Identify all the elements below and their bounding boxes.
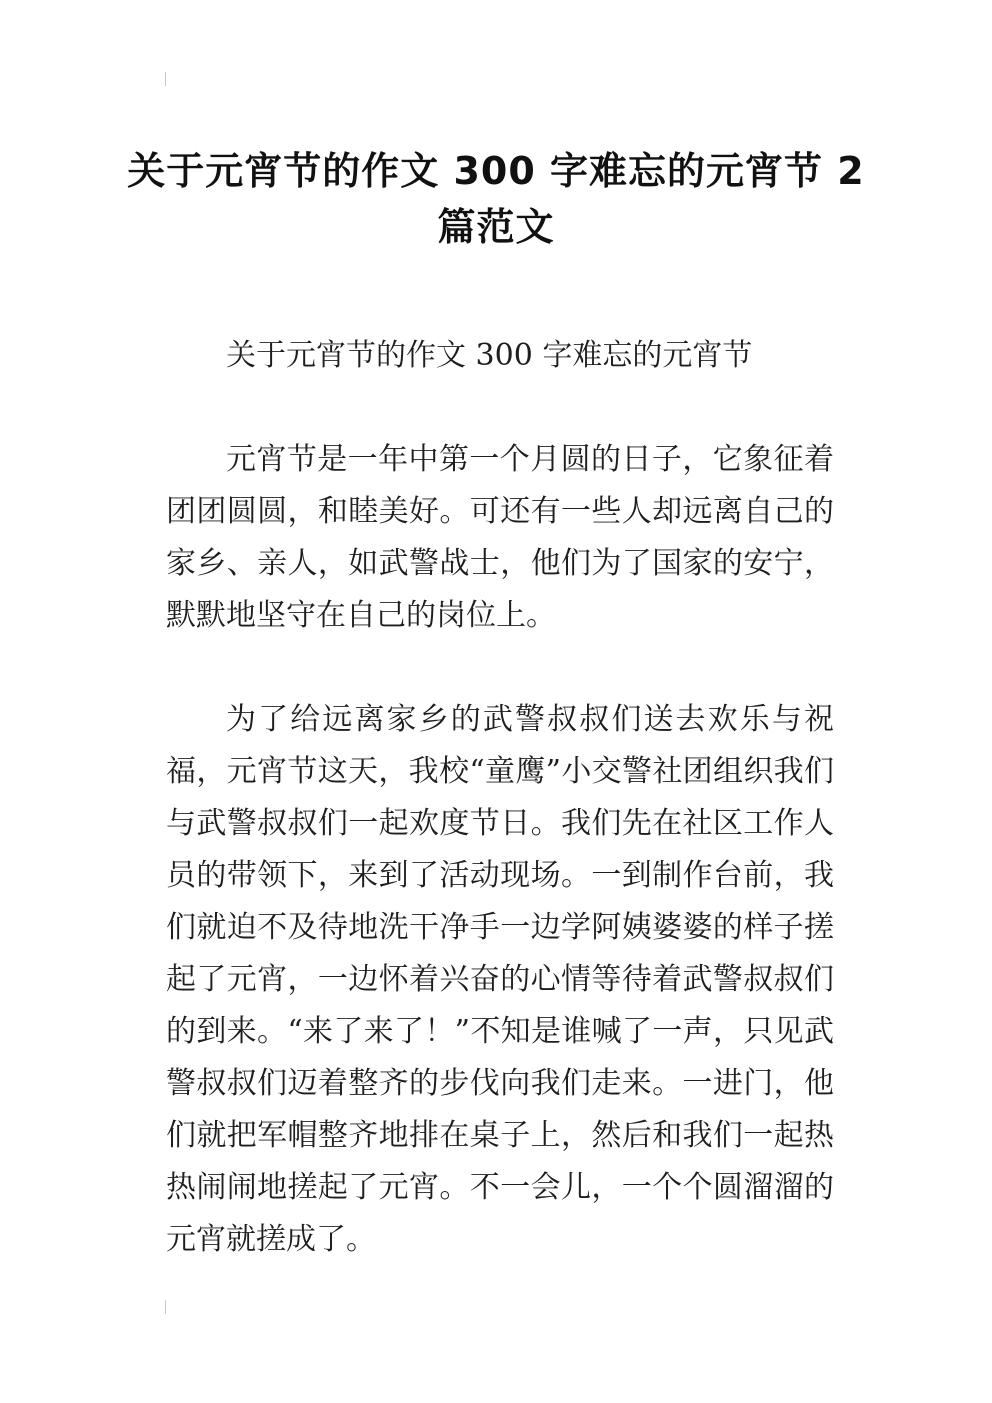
paragraph-1: 元宵节是一年中第一个月圆的日子，它象征着团团圆圆，和睦美好。可还有一些人却远离自己的家乡、亲人，如武警战士，他们为了国家的安宁，默默地坚守在自己的岗位上。: [166, 442, 834, 633]
crop-mark-bottom: [165, 1300, 166, 1314]
document-title: 关于元宵节的作文 300 字难忘的元宵节 2 篇范文: [127, 149, 865, 250]
paragraph-2: 为了给远离家乡的武警叔叔们送去欢乐与祝福，元宵节这天，我校“童鹰”小交警社团组织我们与武警叔叔们一起欢度节日。我们先在社区工作人员的带领下，来到了活动现场。一到制作台前，我们就迫不及待地洗干净手一边学阿姨婆婆的样子搓起了元宵，一边怀着兴奋的心情等待着武警叔叔们的到来。“来了来了！”不知是谁喊了一声，只见武警叔叔们迈着整齐的步伐向我们走来。一进门，他们就把军帽整齐地排在桌子上，然后和我们一起热热闹闹地搓起了元宵。不一会儿，一个个圆溜溜的元宵就搓成了。: [166, 702, 834, 1257]
crop-mark-top: [165, 72, 166, 86]
document-subtitle: 关于元宵节的作文 300 字难忘的元宵节: [226, 338, 753, 373]
document-body: [166, 330, 834, 1318]
